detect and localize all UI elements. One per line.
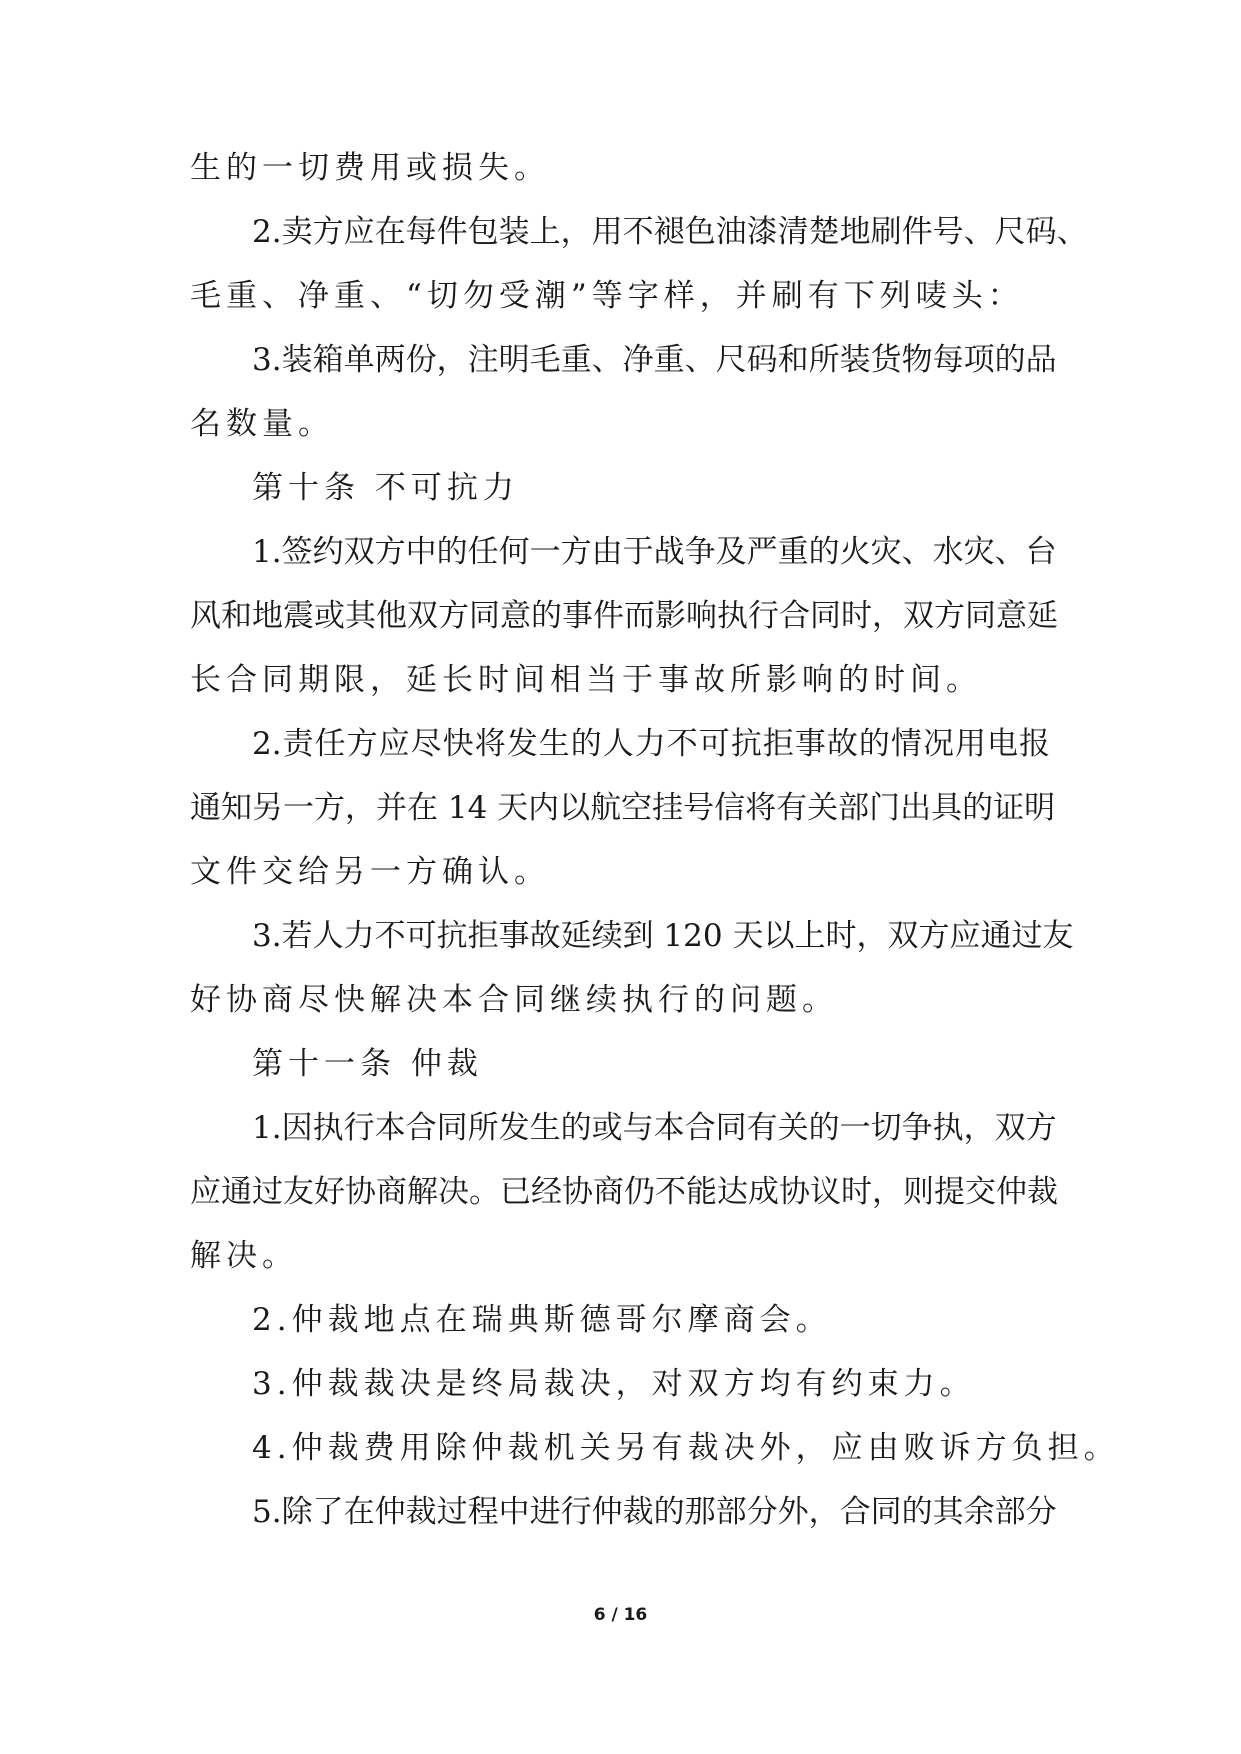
paragraph-line: 长合同期限，延长时间相当于事故所影响的时间。: [190, 662, 982, 698]
paragraph-line: 2.责任方应尽快将发生的人力不可抗拒事故的情况用电报: [252, 726, 1050, 762]
paragraph-line: 生的一切费用或损失。: [190, 150, 550, 186]
paragraph-line: 毛重、净重、“切勿受潮”等字样，并刷有下列唛头：: [190, 278, 1024, 314]
document-body: [190, 146, 1120, 1554]
paragraph-line: 3.若人力不可抗拒事故延续到 120 天以上时，双方应通过友: [252, 918, 1074, 954]
paragraph-line: 4.仲裁费用除仲裁机关另有裁决外，应由败诉方负担。: [252, 1430, 1120, 1466]
paragraph-line: 3.装箱单两份，注明毛重、净重、尺码和所装货物每项的品: [252, 342, 1057, 378]
paragraph-line: 风和地震或其他双方同意的事件而影响执行合同时，双方同意延: [190, 598, 1058, 634]
paragraph-line: 文件交给另一方确认。: [190, 854, 550, 890]
page-number: 6 / 16: [593, 1605, 648, 1625]
paragraph-line: 解决。: [190, 1238, 298, 1274]
paragraph-line: 5.除了在仲裁过程中进行仲裁的那部分外，合同的其余部分: [252, 1494, 1057, 1530]
paragraph-line: 通知另一方，并在 14 天内以航空挂号信将有关部门出具的证明: [190, 790, 1056, 826]
section-heading: 第十条 不可抗力: [252, 470, 519, 506]
paragraph-line: 3.仲裁裁决是终局裁决，对双方均有约束力。: [252, 1366, 976, 1402]
paragraph-line: 应通过友好协商解决。已经协商仍不能达成协议时，则提交仲裁: [190, 1174, 1058, 1210]
section-heading: 第十一条 仲裁: [252, 1046, 483, 1082]
paragraph-line: 1.签约双方中的任何一方由于战争及严重的火灾、水灾、台: [252, 534, 1057, 570]
paragraph-line: 2.卖方应在每件包装上，用不褪色油漆清楚地刷件号、尺码、: [252, 214, 1088, 250]
paragraph-line: 2.仲裁地点在瑞典斯德哥尔摩商会。: [252, 1302, 832, 1338]
paragraph-line: 好协商尽快解决本合同继续执行的问题。: [190, 982, 838, 1018]
paragraph-line: 1.因执行本合同所发生的或与本合同有关的一切争执，双方: [252, 1110, 1057, 1146]
paragraph-line: 名数量。: [190, 406, 334, 442]
